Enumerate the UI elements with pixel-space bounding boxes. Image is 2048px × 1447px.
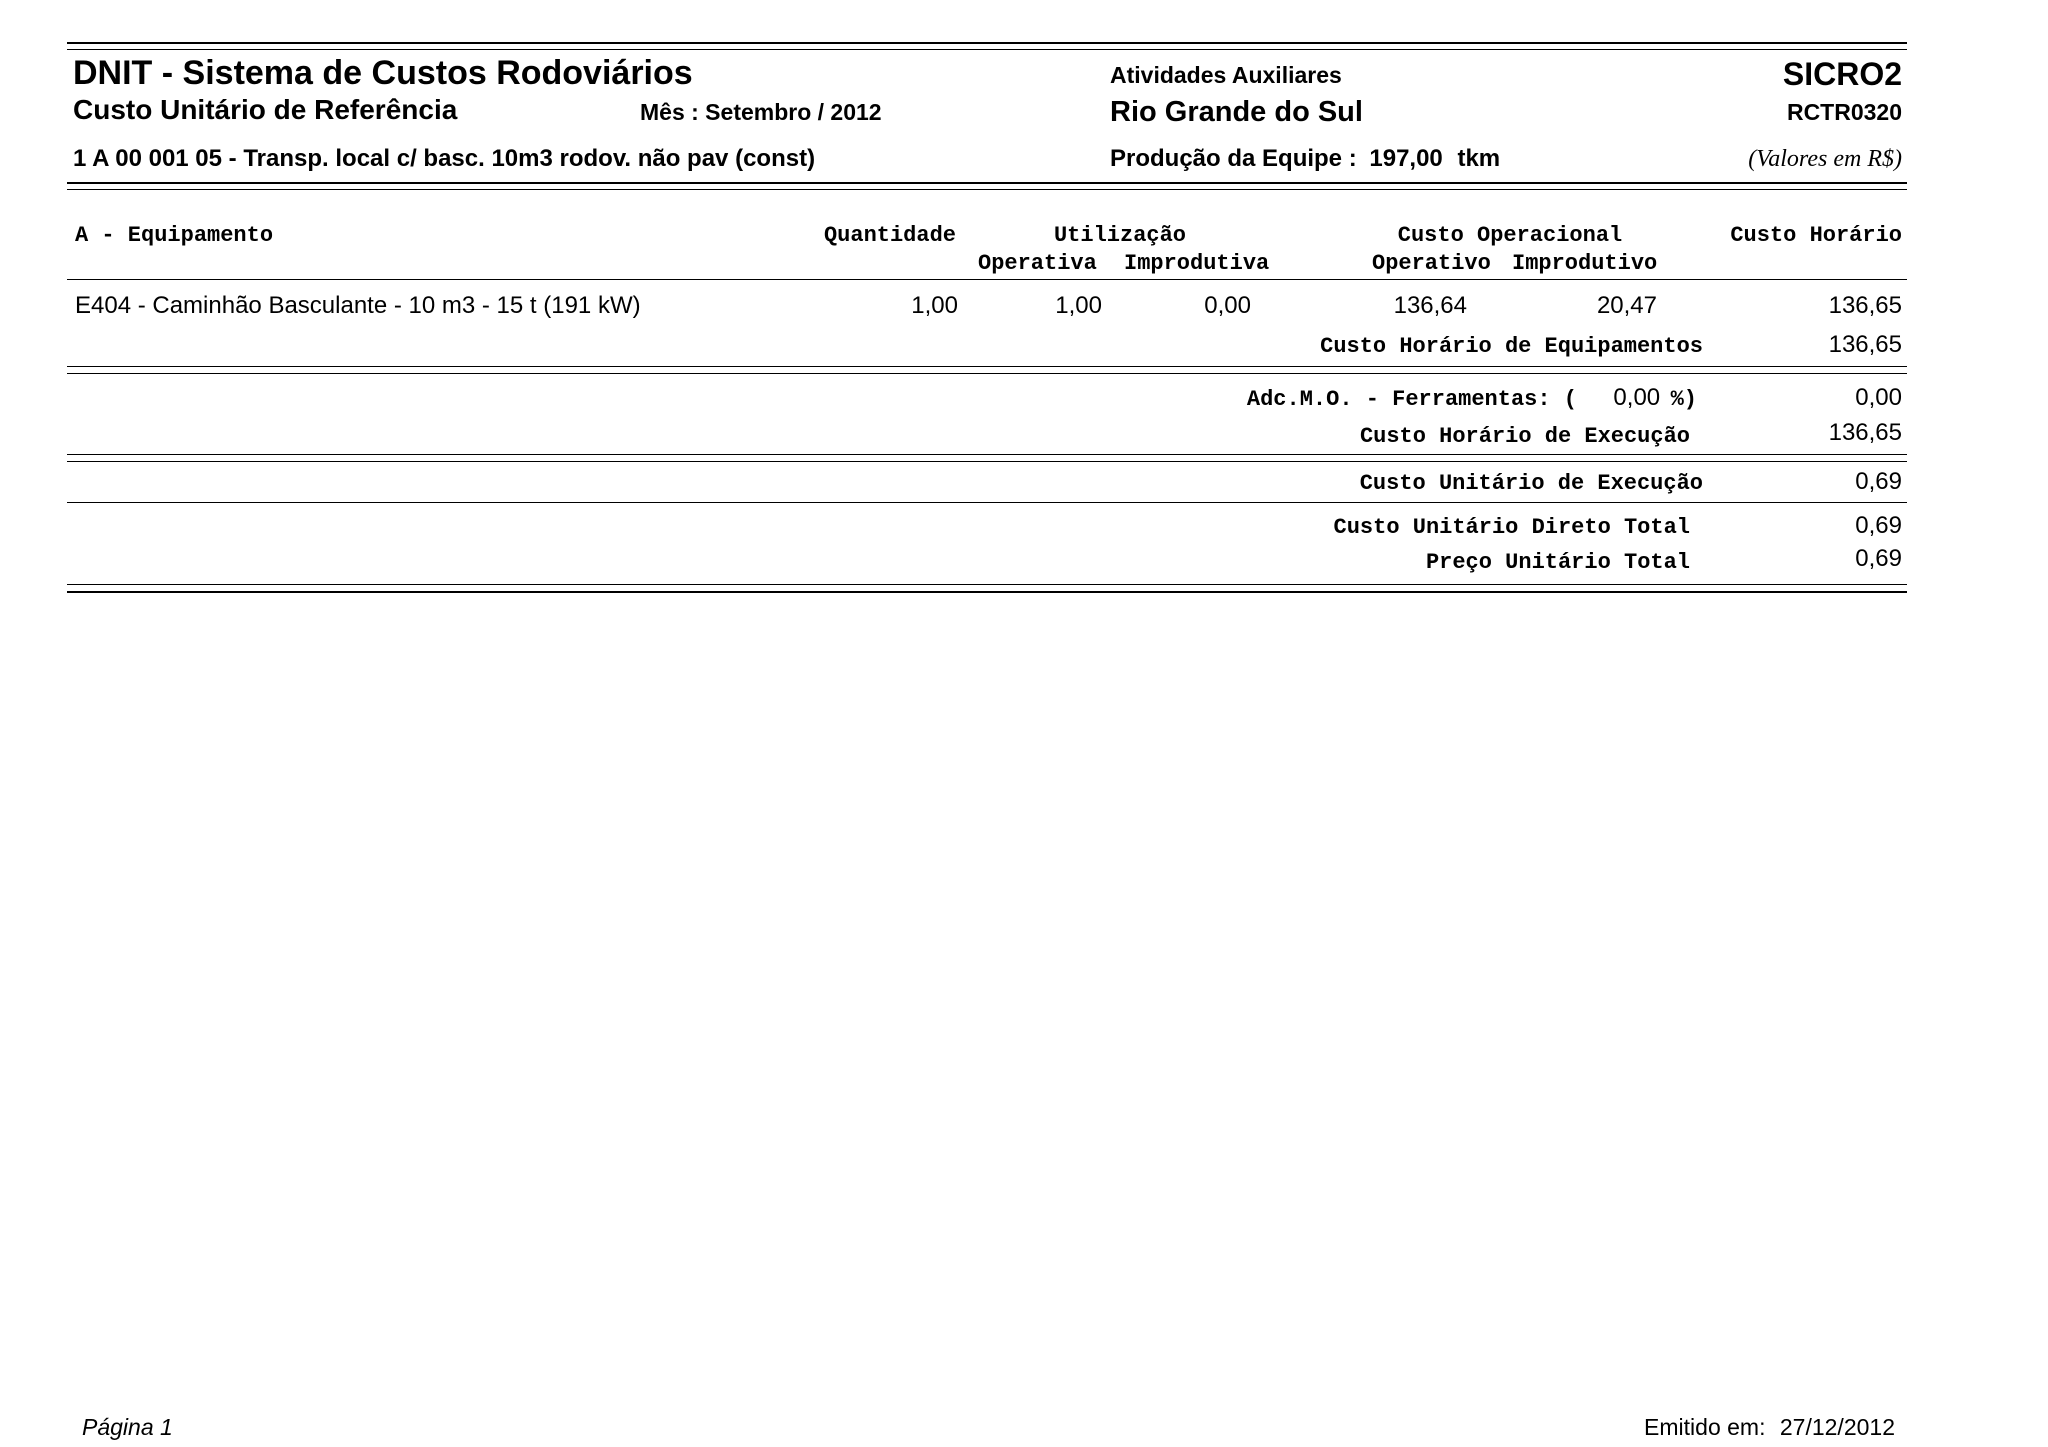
equipment-cost-unproductive: 20,47 xyxy=(1596,292,1657,319)
exec-rule-1 xyxy=(67,454,1907,455)
col-header-cost-operative: Operativo xyxy=(1372,251,1491,276)
production-value: 197,00 xyxy=(1369,145,1443,172)
currency-note: (Valores em R$) xyxy=(1748,146,1902,172)
hourly-exec-label: Custo Horário de Execução xyxy=(1359,424,1690,449)
price-total-label: Preço Unitário Total xyxy=(1425,550,1690,575)
bottom-rule-1 xyxy=(67,584,1907,585)
tools-value: 0,00 xyxy=(1855,384,1902,411)
tools-line xyxy=(1247,384,1697,412)
page-number: Página 1 xyxy=(82,1414,173,1440)
col-header-util-unproductive: Improdutiva xyxy=(1124,251,1270,276)
equipment-util-operative: 1,00 xyxy=(1055,292,1102,319)
equipment-total-value: 136,65 xyxy=(1828,331,1902,358)
report-subtitle: Custo Unitário de Referência xyxy=(73,94,458,125)
unit-exec-rule xyxy=(67,502,1907,503)
col-header-hourly-cost: Custo Horário xyxy=(1730,223,1902,248)
equipment-rule-2 xyxy=(67,373,1907,374)
production-label: Produção da Equipe : xyxy=(1110,145,1357,172)
equipment-cost-operative: 136,64 xyxy=(1393,292,1467,319)
equipment-util-unproductive: 0,00 xyxy=(1204,292,1251,319)
system-code: SICRO2 xyxy=(1782,56,1902,92)
top-rule-1 xyxy=(67,42,1907,44)
equipment-rule-1 xyxy=(67,366,1907,367)
unit-exec-label: Custo Unitário de Execução xyxy=(1359,471,1703,496)
hourly-exec-value: 136,65 xyxy=(1828,419,1902,446)
price-total-value: 0,69 xyxy=(1855,545,1902,572)
production-info xyxy=(1110,145,1500,173)
col-header-utilization: Utilização xyxy=(1053,223,1187,248)
equipment-total-label: Custo Horário de Equipamentos xyxy=(1320,334,1703,359)
equipment-description: E404 - Caminhão Basculante - 10 m3 - 15 t (191 kW) xyxy=(75,292,641,319)
report-org-title: DNIT - Sistema de Custos Rodoviários xyxy=(73,54,693,92)
col-header-util-operative: Operativa xyxy=(978,251,1097,276)
report-code: RCTR0320 xyxy=(1786,99,1902,125)
issued-label: Emitido em: xyxy=(1644,1414,1766,1440)
issued-info xyxy=(1644,1414,1895,1441)
tools-percent: 0,00 xyxy=(1613,384,1661,411)
equipment-quantity: 1,00 xyxy=(911,292,958,319)
header-rule-2 xyxy=(67,189,1907,190)
col-header-cost-unproductive: Improdutivo xyxy=(1512,251,1658,276)
bottom-rule-2 xyxy=(67,591,1907,593)
top-rule-2 xyxy=(67,49,1907,50)
equipment-section-title: A - Equipamento xyxy=(75,223,274,248)
tools-label-prefix: Adc.M.O. - Ferramentas: ( xyxy=(1246,387,1577,412)
direct-total-value: 0,69 xyxy=(1855,512,1902,539)
service-line: 1 A 00 001 05 - Transp. local c/ basc. 10m3 rodov. não pav (const) xyxy=(73,145,816,172)
header-rule-1 xyxy=(67,182,1907,184)
state-name: Rio Grande do Sul xyxy=(1110,96,1363,128)
table-header-rule xyxy=(67,279,1907,280)
activity-type: Atividades Auxiliares xyxy=(1110,62,1342,88)
issued-date: 27/12/2012 xyxy=(1779,1414,1895,1440)
col-header-operational-cost: Custo Operacional xyxy=(1397,223,1623,248)
exec-rule-2 xyxy=(67,461,1907,462)
unit-exec-value: 0,69 xyxy=(1855,468,1902,495)
report-month: Mês : Setembro / 2012 xyxy=(640,99,882,125)
tools-label-suffix: %) xyxy=(1670,387,1697,412)
col-header-quantity: Quantidade xyxy=(823,223,956,248)
direct-total-label: Custo Unitário Direto Total xyxy=(1333,515,1690,540)
equipment-hourly-cost: 136,65 xyxy=(1828,292,1902,319)
production-unit: tkm xyxy=(1457,145,1501,172)
